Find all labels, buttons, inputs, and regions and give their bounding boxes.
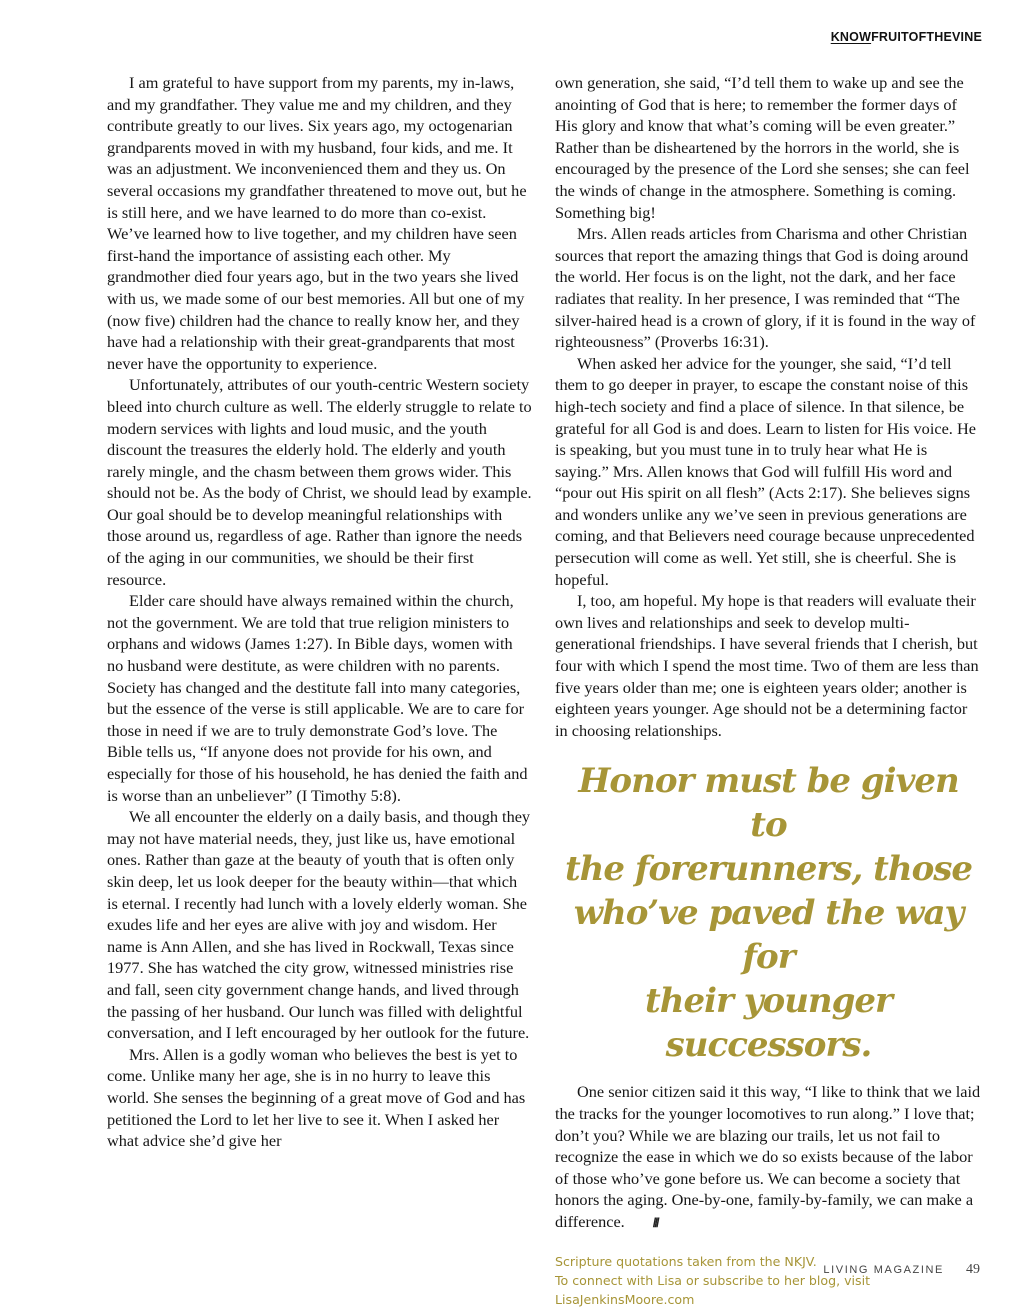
credit-link[interactable]: LisaJenkinsMoore.com <box>555 1291 695 1307</box>
pull-quote-line: their younger successors. <box>645 981 892 1066</box>
body-paragraph: We all encounter the elderly on a daily basis, and though they may not have material needs, they, just like us, have emotional ones. Rather than gaze at the beauty of youth that is often only skin deep, let us look deeper for the beauty within—that which is eternal. I recently had lunch with a lovely elderly woman. She exudes life and her eyes are alive with joy and wisdom. Her name is Ann Allen, and she has lived in Rockwall, Texas since 1977. She has watched the city grow, witnessed ministries rise and fall, seen city government change hands, and lived through the passing of her husband. Our lunch was filled with delightful conversation, and I left encouraged by her outlook for the future. <box>107 807 531 1043</box>
end-mark-icon: /// <box>652 1214 658 1230</box>
body-paragraph: own generation, she said, “I’d tell them to wake up and see the anointing of God that is here; to remember the former days of His glory and know that what’s coming will be even greater.” Rather than be disheartened by the horrors in the world, she is encouraged by the presence of the Lord she senses; she can feel the winds of change in the atmosphere. Something is coming. Something big! <box>555 73 970 222</box>
section-tag-prefix: KNOW <box>830 30 872 44</box>
section-tag-suffix: FRUITOFTHEVINE <box>871 30 982 44</box>
credit-line: Scripture quotations taken from the NKJV. <box>555 1253 817 1269</box>
left-column <box>107 72 532 1152</box>
page-number: 49 <box>966 1262 980 1277</box>
pull-quote-line: Honor must be given to <box>578 761 959 846</box>
body-paragraph: Mrs. Allen is a godly woman who believes the best is yet to come. Unlike many her age, she is in no hurry to leave this world. She senses the beginning of a great move of God and has petitioned the Lord to let her live to see it. When I asked her what advice she’d give her <box>107 1044 526 1151</box>
body-paragraph: I, too, am hopeful. My hope is that readers will evaluate their own lives and relationships and seek to develop multi-generational friendships. I have several friends that I cherish, but four with which I spend the most time. Two of them are less than five years older than me; one is eighteen years older; another is eighteen years younger. Age should not be a determining factor in choosing relationships. <box>555 591 979 740</box>
section-tag <box>831 30 982 44</box>
body-paragraph: When asked her advice for the younger, she said, “I’d tell them to go deeper in prayer, to escape the constant noise of this high-tech society and find a place of silence. In that silence, be grateful for all God is and does. Learn to listen for His voice. He is speaking, but you must tune in to truly hear what He is saying.” Mrs. Allen knows that God will fulfill His word and “pour out His spirit on all flesh” (Acts 2:17). She believes signs and wonders unlike any we’ve seen in previous generations are coming, and that Believers need courage because unprecedented persecution will come as well. Yet still, she is cheerful. She is hopeful. <box>555 353 976 589</box>
closing-text: One senior citizen said it this way, “I like to think that we laid the tracks for the younger locomotives to run along.” I love that; don’t you? While we are blazing our trails, let us not fail to recognize the ease in which we do so exists because of the labor of those who’ve gone before us. We can become a society that honors the aging. One-by-one, family-by-family, we can make a difference. <box>555 1082 981 1231</box>
right-column <box>555 72 982 1309</box>
pull-quote-line: who’ve paved the way for <box>573 893 964 978</box>
pull-quote <box>555 759 982 1067</box>
body-paragraph: Mrs. Allen reads articles from Charisma and other Christian sources that report the amazing things that God is doing around the world. Her focus is on the light, not the dark, and her face radiates that reality. In her presence, I was reminded that “The silver-haired head is a crown of glory, if it is found in the way of righteousness” (Proverbs 16:31). <box>555 224 976 352</box>
pull-quote-line: the forerunners, those <box>564 849 973 890</box>
credit-line: To connect with Lisa or subscribe to her blog, visit <box>555 1272 871 1288</box>
body-paragraph: I am grateful to have support from my parents, my in-laws, and my grandfather. They value me and my children, and they contribute greatly to our lives. Six years ago, my octogenarian grandparents moved in with my husband, four kids, and me. It was an adjustment. We inconvenienced them and they us. On several occasions my grandfather threatened to move out, but he is still here, and we have learned to do more than co-exist. We’ve learned how to live together, and my children have seen first-hand the importance of assisting each other. My grandmother died four years ago, but in the two years she lived with us, we made some of our best memories. All but one of my (now five) children had the chance to really know her, and they have had a relationship with their great-grandparents that most never have the opportunity to experience. <box>107 73 527 373</box>
magazine-name: LIVING MAGAZINE <box>823 1264 944 1276</box>
page-footer <box>823 1260 980 1278</box>
body-paragraph: Unfortunately, attributes of our youth-centric Western society bleed into church culture as well. The elderly struggle to relate to modern services with lights and loud music, and the youth discount the treasures the elderly hold. The elderly and youth rarely mingle, and the chasm between them grows wider. This should not be. As the body of Christ, we should lead by example. Our goal should be to develop meaningful relationships with those around us, regardless of age. Rather than ignore the needs of the aging in our communities, we should be their first resource. <box>107 375 532 589</box>
closing-paragraph <box>555 1081 982 1233</box>
body-paragraph: Elder care should have always remained within the church, not the government. We are told that true religion ministers to orphans and widows (James 1:27). In Bible days, women with no husband were destitute, as were children with no parents. Society has changed and the destitute fall into many categories, but the essence of the verse is still applicable. We are to care for those in need if we are to truly demonstrate God’s love. The Bible tells us, “If anyone does not provide for his own, and especially for those of his household, he has denied the faith and is worse than an unbeliever” (I Timothy 5:8). <box>107 591 528 805</box>
